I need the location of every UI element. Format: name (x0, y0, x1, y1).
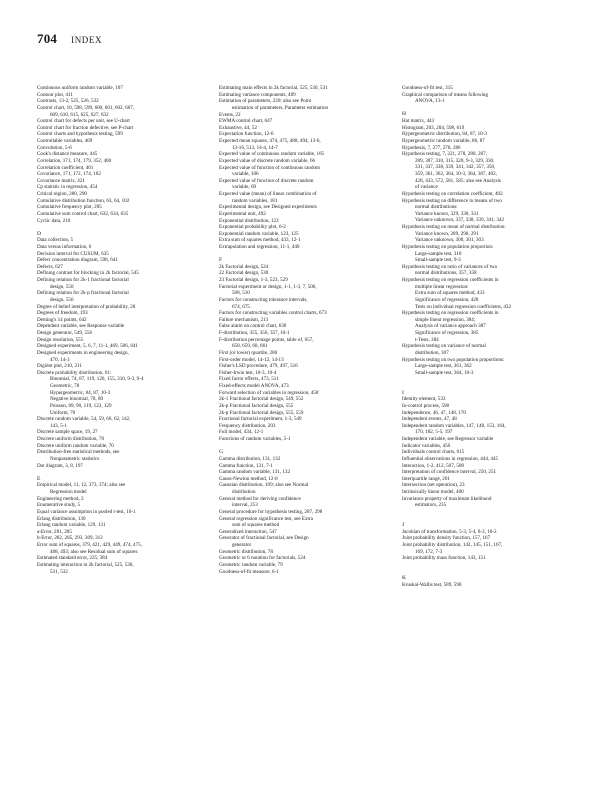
index-entry: In-control process, 598 (402, 402, 450, 409)
index-entry: Data versus information, 6 (37, 243, 92, 250)
index-entry: Exhaustive, 44, 52 (219, 124, 257, 131)
page-number: 704 (37, 31, 58, 46)
index-entry: Fixed factor effects, 473, 511 (219, 376, 279, 383)
index-column-2 (219, 85, 387, 575)
index-entry: Cyclic data, 210 (37, 217, 71, 224)
index-subentry: variable, 69 (232, 184, 257, 191)
section-letter: H (402, 111, 407, 118)
index-entry: First (or lower) quartile, 200 (219, 349, 278, 356)
index-subentry: 289, 307, 310, 315, 320, 9-3, 329, 330, (415, 157, 495, 164)
index-subentry: Analysis of variance approach 387 (415, 323, 486, 330)
index-entry: Discrete random variable, 54, 59, 60, 62, 142, (37, 416, 131, 423)
index-entry: 2k-1 Fractional factorial design, 549, 552 (219, 396, 304, 403)
index-entry: Interquartile range, 201 (402, 475, 450, 482)
index-subentry: Variance unknown, 337, 338, 339, 341, 342 (415, 217, 504, 224)
index-entry: Defining contrast for blocking in 2k factorial, 545 (37, 270, 139, 277)
index-entry: Discrete uniform random variable, 70 (37, 442, 114, 449)
index-entry: Distribution-free statistical methods, see (37, 449, 120, 456)
index-entry: Designed experiments in engineering design, (37, 349, 129, 356)
index-entry: Forward selection of variables in regression, 458 (219, 389, 319, 396)
index-entry: b-Error, 282, 285, 293, 309, 312 (37, 535, 103, 542)
index-entry: Gauss-Newton method, 12-8 (219, 475, 278, 482)
index-entry: Cumulative distribution function, 63, 64, 102 (37, 197, 130, 204)
index-entry: Identity element, 533 (402, 396, 446, 403)
index-entry: Generalized interaction, 547 (219, 528, 277, 535)
index-entry: Deming's 14 points, 642 (37, 316, 87, 323)
index-subentry: 331, 337, 338, 339, 341, 342, 357, 358, (415, 164, 496, 171)
index-entry: Discrete probability distribution, 61: (37, 369, 112, 376)
index-entry: Functions of random variables, 5-1 (219, 436, 291, 443)
index-entry: Exponential random variable, 123, 125 (219, 230, 299, 237)
index-subentry: t-Tests, 384 (415, 336, 439, 343)
index-entry: Gamma distribution, 131, 132 (219, 455, 281, 462)
spacer (402, 383, 570, 390)
index-subentry: distribution (232, 489, 256, 496)
index-entry: Experimental design, see Designed experiments (219, 204, 317, 211)
index-subentry: of variance (415, 184, 438, 191)
index-entry: Cp statistic in regression, 454 (37, 184, 98, 191)
index-entry: Control chart, 10, 598, 599, 600, 601, 602, 607, (37, 104, 135, 111)
index-column-3 (402, 85, 570, 588)
index-subentry: design, 556 (50, 296, 74, 303)
index-subentry: Uniform, 70 (50, 409, 76, 416)
index-entry: F-distribution, 355, 356, 357, 10-1 (219, 330, 290, 337)
index-entry: Hypothesis testing on regression coefficients in (402, 277, 499, 284)
index-subentry: generator (232, 542, 252, 549)
index-entry: Independence, 46, 47, 148, 170 (402, 409, 466, 416)
index-subentry: Large-sample test, 361, 362 (415, 363, 472, 370)
index-entry: Hypothesis testing on difference in means of two (402, 197, 502, 204)
index-entry: Estimating variance components, 489 (219, 91, 296, 98)
index-subentry: design, 550 (50, 283, 74, 290)
index-subentry: 658, 659, 60, 661 (232, 343, 268, 350)
index-entry: Estimation of parameters, 220; also see Point (219, 98, 312, 105)
index-entry: Defining relation for 2k-p fractional factorial (37, 290, 129, 297)
index-entry: Gamma function, 131, 7-1 (219, 462, 273, 469)
index-entry: Hypothesis testing on regression coefficients in (402, 310, 499, 317)
spacer (402, 562, 570, 569)
spacer (219, 251, 387, 258)
index-entry: Factors for constructing tolerance intervals, (219, 296, 308, 303)
index-entry: Critical region, 280, 290 (37, 191, 87, 197)
index-entry: F-distribution percentage points, table of, 657, (219, 336, 314, 343)
index-entry: General method for deriving confidence (219, 495, 301, 502)
index-subentry: estimation of parameters, Parameter estimation (232, 104, 329, 111)
index-entry: Hypothesis testing on variance of normal (402, 343, 486, 350)
index-entry: Decision interval for CUSUM, 635 (37, 250, 109, 257)
index-subentry: Large-sample test, 310 (415, 250, 462, 257)
index-entry: Expected value of function of discrete random (219, 177, 314, 184)
index-entry: Extra sum of squares method, 433, 12-1 (219, 237, 301, 244)
index-entry: Interaction, 1-2, 412, 507, 508 (402, 462, 464, 469)
index-entry: Correlation coefficient, 401 (37, 164, 94, 171)
index-entry: 2k-p Fractional factorial design, 555, 559 (219, 409, 304, 416)
index-entry: Cumulative frequency plot, 205 (37, 204, 102, 211)
index-entry: 2k Factorial design, 524 (219, 263, 269, 270)
index-subentry: 470, 14-3 (50, 356, 70, 363)
index-entry: Failure mechanism, 213 (219, 316, 269, 323)
index-entry: Hypergeometric distribution, 84, 87, 10-3 (402, 131, 487, 138)
section-letter: G (219, 449, 224, 456)
index-subentry: variable, 106 (232, 171, 259, 178)
index-subentry: Small-sample test, 364, 10-3 (415, 369, 474, 376)
index-entry: Geometric distribution, 78 (219, 548, 273, 555)
spacer (402, 376, 570, 383)
index-subentry: Small-sample test, 9-3 (415, 257, 461, 264)
index-subentry: 428, 433, 572, 581, 585; also see Analysis (415, 177, 501, 184)
index-entry: Enumerative study, 5 (37, 502, 81, 509)
index-entry: a-Error, 281, 285 (37, 528, 72, 535)
index-entry: Kruskal-Wallis test, 589, 590 (402, 581, 462, 588)
index-entry: Designed experiment, 5, 6, 7, 11-1, 469, 506, 641 (37, 343, 138, 350)
index-entry: Hypothesis testing on correlation coefficient, 402 (402, 190, 503, 197)
index-subentry: 169, 172, 7-3 (415, 548, 443, 555)
section-letter: I (402, 389, 404, 396)
index-entry: EWMA control chart, 647 (219, 118, 273, 125)
index-entry: Factors for constructing variables control charts, 673 (219, 310, 327, 317)
index-subentry: distribution, 307 (415, 349, 449, 356)
index-entry: First-order model, 14-12, 14-13 (219, 356, 284, 363)
index-entry: Factorial experiment or design, 1-1, 1-3, 7, 506, (219, 283, 317, 290)
index-entry: Erlang distribution, 130 (37, 515, 86, 522)
index-entry: Indicator variables, 450 (402, 442, 451, 449)
index-column-1 (37, 85, 205, 575)
index-entry: Error sum of squares, 379, 421, 429, 449, 474, 475, (37, 542, 142, 549)
spacer (402, 569, 570, 576)
spacer (402, 509, 570, 516)
index-entry: Expected value of continuous random variable, 105 (219, 151, 325, 158)
index-subentry: 143, 5-1 (50, 422, 67, 429)
index-subentry: Significance of regression, 385 (415, 330, 479, 337)
index-subentry: sum of squares method (232, 522, 280, 529)
index-entry: Correlation, 171, 174, 179, 352, 400 (37, 157, 112, 164)
index-entry: Dot diagram, 3, 8, 197 (37, 462, 83, 469)
index-entry: Convolution, 5-6 (37, 144, 72, 151)
index-entry: Intersection (set operation), 23 (402, 482, 465, 489)
index-entry: Jacobian of transformation, 5-3, 5-4, 8-3, 10-2 (402, 528, 497, 535)
index-entry: Extrapolation and regression, 11-1, 440 (219, 244, 300, 250)
index-entry: Generator of fractional factorial, see Design (219, 535, 309, 542)
index-entry: Defect concentration diagram, 598, 641 (37, 257, 118, 264)
index-entry: Data collection, 5 (37, 237, 74, 244)
section-letter: F (219, 257, 223, 264)
index-subentry: 359, 361, 362, 364, 10-3, 384, 387, 402, (415, 171, 497, 178)
index-subentry: 508, 510 (232, 290, 250, 297)
index-entry: Expected mean squares, 474, 475, 488, 494, 13-6, (219, 138, 321, 144)
index-entry: General procedure for hypothesis testing, 287, 298 (219, 508, 323, 515)
index-entry: Estimated standard error, 225, 384 (37, 555, 108, 562)
index-subentry: Negative binomial, 78, 80 (50, 396, 104, 403)
section-letter: E (37, 475, 41, 482)
spacer (37, 469, 205, 476)
index-subentry: Geometric, 78 (50, 383, 80, 390)
section-letter: D (37, 230, 42, 237)
spacer (402, 105, 570, 112)
index-subentry: Extra sum of squares method, 433 (415, 290, 485, 297)
index-subentry: 674, 675 (232, 303, 250, 310)
index-entry: Expected value (mean) of linear combination of (219, 191, 317, 197)
index-entry: Independent variable, see Regressor variable (402, 436, 494, 443)
index-entry: Discrete sample space, 19, 27 (37, 429, 98, 436)
index-entry: Hypothesis testing, 7, 221, 278, 280, 287, (402, 151, 487, 158)
index-subentry: 488, 493; also see Residual sum of squares (50, 548, 138, 555)
index-subentry: Nonparametric statistics (50, 455, 100, 462)
index-subentry: Significance of regression, 428 (415, 296, 479, 303)
index-subentry: 531, 532 (50, 568, 68, 575)
index-entry: Engineering method, 2 (37, 495, 84, 502)
index-entry: Expectation function, 12-6 (219, 131, 274, 138)
index-entry: False alarm on control chart, 630 (219, 323, 287, 330)
index-entry: Fixed-effects model ANOVA, 473 (219, 383, 289, 390)
index-entry: 2k-p Fractional factorial design, 555 (219, 402, 294, 409)
spacer (37, 224, 205, 231)
index-entry: Cumulative sum control chart, 632, 634, 635 (37, 210, 129, 217)
index-entry: Control chart for fraction defective, see P-chart (37, 124, 134, 131)
index-subentry: 170, 182, 5-5, 197 (415, 429, 453, 436)
index-subentry: 609, 610, 615, 625, 627, 632 (50, 111, 109, 118)
index-entry: Empirical model, 11, 12, 373, 374; also see (37, 482, 126, 489)
index-entry: Joint probability mass function, 143, 151 (402, 555, 486, 562)
index-entry: Hypothesis testing on mean of normal distribution: (402, 224, 506, 231)
index-subentry: Variance unknown, 300, 301, 303 (415, 237, 484, 244)
running-head: INDEX (71, 35, 103, 45)
index-entry: Fisher-Irwin test, 10-3, 10-4 (219, 369, 277, 376)
index-entry: Independent events, 47, 48 (402, 416, 457, 423)
index-entry: Estimating interaction in 2k factorial, 525, 530, (37, 561, 134, 568)
index-entry: Expected value of function of continuous random (219, 164, 320, 171)
index-entry: Interpretation of confidence interval, 250, 251 (402, 469, 497, 476)
spacer (219, 443, 387, 450)
section-letter: J (402, 522, 405, 529)
index-entry: Cook's distance measure, 445 (37, 151, 98, 158)
index-entry: Design resolution, 555 (37, 336, 84, 343)
section-letter: K (402, 575, 407, 582)
index-subentry: random variables, 181 (232, 197, 278, 204)
index-entry: Controllable variables, 469 (37, 138, 93, 144)
index-entry: Design generator, 549, 556 (37, 330, 93, 337)
index-entry: Frequency distribution, 203 (219, 422, 276, 429)
index-entry: Defects, 627 (37, 263, 63, 270)
index-entry: Control chart for defects per unit, see U-chart (37, 118, 130, 125)
index-entry: Degrees of freedom, 193 (37, 310, 88, 317)
page-header (37, 31, 102, 47)
index-entry: 23 Factorial design, 1-3, 523, 529 (219, 277, 288, 284)
index-entry: Individuals control charts, 615 (402, 449, 465, 456)
index-entry: Contrasts, 13-2, 525, 526, 532 (37, 98, 99, 105)
index-subentry: normal distributions: (415, 204, 458, 211)
index-entry: Hypothesis, 7, 277, 278, 286 (402, 144, 461, 151)
index-subentry: normal distributions, 357, 358 (415, 270, 477, 277)
index-entry: Influential observations in regression, 444, 445 (402, 455, 499, 462)
index-entry: Contour plot, 411 (37, 91, 73, 98)
index-entry: Hypothesis testing on ratio of variances of two (402, 263, 498, 270)
index-entry: Defining relation for 2k-1 fractional factorial (37, 277, 129, 284)
index-entry: Exponential distribution, 123 (219, 217, 279, 224)
index-entry: Estimating main effects in 2k factorial, 525, 530, 531 (219, 85, 328, 91)
index-entry: Geometric or 6 notation for factorials, 524 (219, 555, 306, 562)
index-entry: Expected value of discrete random variable, 66 (219, 157, 316, 164)
index-entry: Full model, 434, 12-1 (219, 429, 264, 436)
index-entry: Covariance matrix, 421 (37, 177, 85, 184)
index-subentry: Regression model (50, 489, 87, 496)
index-entry: Intrinsically linear model, 400 (402, 489, 464, 496)
index-entry: Gamma random variable, 131, 132 (219, 469, 291, 476)
index-entry: Discrete uniform distribution, 70 (37, 436, 105, 443)
index-subentry: estimators, 235 (415, 502, 447, 509)
index-subentry: interval, 253 (232, 502, 258, 509)
index-entry: Goodness-of-fit measure, 6-1 (219, 568, 279, 575)
index-entry: Hat matrix, 443 (402, 118, 435, 125)
index-entry: Control charts and hypothesis testing, 599 (37, 131, 123, 138)
index-entry: Events, 22 (219, 111, 241, 118)
index-entry: Hypergeometric random variable, 86, 87 (402, 137, 485, 144)
index-subentry: Poisson, 89, 90, 119, 123, 129 (50, 402, 112, 409)
index-entry: Joint probability distribution, 142, 145, 151, 167, (402, 542, 503, 549)
index-entry: Hypothesis testing on population proportion: (402, 243, 494, 250)
index-entry: Hypothesis testing on two population proportions: (402, 356, 505, 363)
index-entry: Graphical comparison of means following (402, 91, 489, 98)
index-entry: Erlang random variable, 129, 131 (37, 522, 106, 529)
spacer (402, 516, 570, 523)
index-subentry: multiple linear regression: (415, 283, 469, 290)
index-entry: Degree of belief interpretation of probability, 28 (37, 303, 136, 310)
index-entry: Gaussian distribution, 109; also see Normal (219, 482, 309, 489)
index-subentry: Variance known, 289, 290, 291 (415, 230, 479, 237)
index-entry: Invariance property of maximum likelihood (402, 495, 492, 502)
index-entry: Continuous uniform random variable, 107 (37, 85, 123, 91)
index-entry: Fisher's LSD procedure, 479, 497, 516 (219, 363, 298, 370)
index-entry: Fractional factorial experiment, 1-3, 549 (219, 416, 302, 423)
index-entry: Geometric random variable, 79 (219, 561, 283, 568)
index-entry: General regression significance test, see Extra (219, 515, 313, 522)
index-entry: Digidot plot, 210, 211 (37, 363, 82, 370)
index-entry: Experimental unit, 492 (219, 210, 266, 217)
index-subentry: ANOVA, 13-1 (415, 98, 445, 105)
index-entry: Covariance, 171, 172, 174, 182 (37, 171, 101, 178)
index-subentry: 13-16, 513, 14-4, 14-7 (232, 144, 278, 151)
index-entry: 22 Factorial design, 530 (219, 270, 269, 277)
index-entry: Dependent variable, see Response variable (37, 323, 125, 330)
index-entry: Exponential probability plot, 6-2 (219, 224, 286, 231)
index-subentry: Tests on individual regression coefficients, 432 (415, 303, 512, 310)
index-entry: Equal variance assumption in pooled t-test, 10-1 (37, 508, 136, 515)
index-subentry: Binomial, 74, 87, 119, 120, 155, 310, 9-3, 9-4 (50, 376, 144, 383)
index-entry: Independent random variables, 147, 148, 153, 164, (402, 422, 506, 429)
index-entry: Joint probability density function, 157, 167 (402, 535, 491, 542)
index-entry: Histogram, 203, 204, 598, 619 (402, 124, 465, 131)
index-subentry: simple linear regression, 384; (415, 316, 476, 323)
index-subentry: Variance known, 329, 330, 331 (415, 210, 479, 217)
index-entry: Goodness-of-fit test, 315 (402, 85, 453, 91)
index-subentry: Hypergeometric, 84, 87, 10-3 (50, 389, 111, 396)
